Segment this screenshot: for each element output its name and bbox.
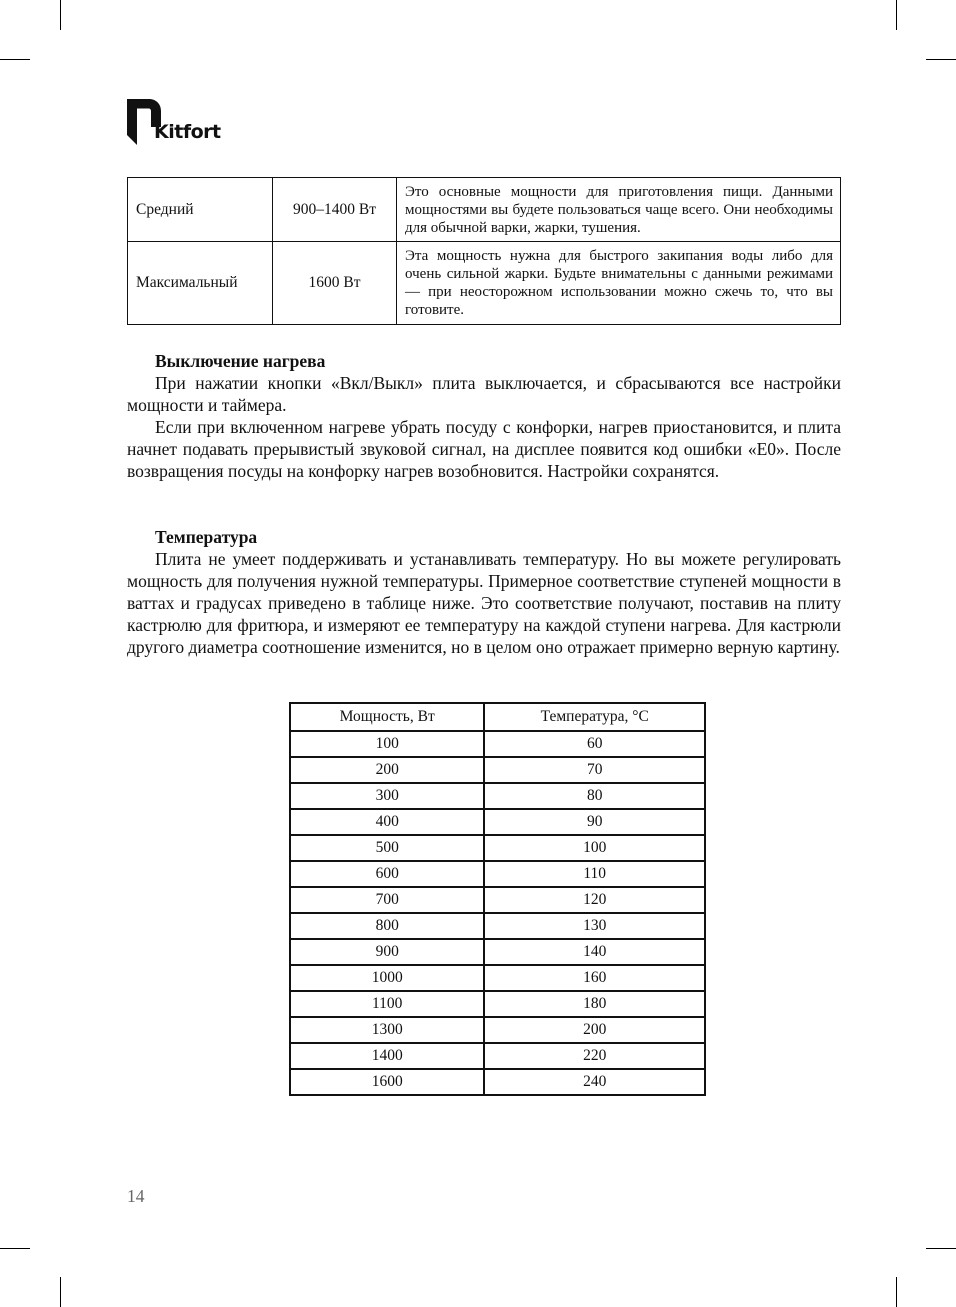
table-row [290, 835, 705, 861]
table-row [290, 1043, 705, 1069]
temperature-cell: 240 [484, 1069, 705, 1095]
section-heating-off [127, 350, 841, 482]
temperature-cell: 60 [484, 731, 705, 757]
temperature-cell: 90 [484, 809, 705, 835]
section-temperature [127, 526, 841, 658]
table-header-row [290, 703, 705, 731]
temperature-cell: 120 [484, 887, 705, 913]
watts-cell: 900–1400 Вт [273, 178, 397, 242]
crop-mark [896, 0, 897, 30]
crop-mark [60, 0, 61, 30]
temperature-cell: 220 [484, 1043, 705, 1069]
paragraph: Плита не умеет поддерживать и устанавливать температуру. Но вы можете регулировать мощность для получения нужной температуры. Примерное соответствие ступеней мощности в ваттах и градусах приведено в таблице ниже. Это соответствие получают, поставив на плиту кастрюлю для фритюра, и измеряют ее температуру на каждой ступени нагрева. Для кастрюли другого диаметра соотношение изменится, но в целом оно отражает примерно верную картину. [127, 549, 841, 657]
power-cell: 1000 [290, 965, 484, 991]
watts-cell: 1600 Вт [273, 242, 397, 325]
table-row [290, 731, 705, 757]
description-cell: Это основные мощности для приготовления пищи. Данными мощностями вы будете пользоваться чаще всего. Они необходимы для обычной варки, жарки, тушения. [397, 178, 841, 242]
table-row [290, 1069, 705, 1095]
kitfort-logo [127, 99, 267, 149]
section-heading: Выключение нагрева [155, 351, 326, 371]
table-row [290, 757, 705, 783]
table-row [290, 809, 705, 835]
temperature-cell: 200 [484, 1017, 705, 1043]
power-cell: 900 [290, 939, 484, 965]
power-cell: 300 [290, 783, 484, 809]
power-cell: 1300 [290, 1017, 484, 1043]
mode-cell: Максимальный [128, 242, 273, 325]
crop-mark [926, 1248, 956, 1249]
crop-mark [896, 1277, 897, 1307]
power-cell: 200 [290, 757, 484, 783]
power-cell: 800 [290, 913, 484, 939]
temperature-cell: 180 [484, 991, 705, 1017]
temperature-cell: 80 [484, 783, 705, 809]
paragraph: Если при включенном нагреве убрать посуду с конфорки, нагрев приостановится, и плита начнет подавать прерывистый звуковой сигнал, на дисплее появится код ошибки «E0». После возвращения посуды на конфорку нагрев возобновится. Настройки сохранятся. [127, 417, 841, 481]
crop-mark [0, 59, 30, 60]
power-cell: 500 [290, 835, 484, 861]
table-row [290, 783, 705, 809]
page-number: 14 [127, 1186, 145, 1206]
temperature-cell: 110 [484, 861, 705, 887]
section-heading: Температура [155, 527, 258, 547]
power-cell: 100 [290, 731, 484, 757]
column-header: Мощность, Вт [290, 703, 484, 731]
crop-mark [60, 1277, 61, 1307]
power-cell: 1100 [290, 991, 484, 1017]
table-row [290, 965, 705, 991]
table-row [290, 939, 705, 965]
temperature-cell: 100 [484, 835, 705, 861]
crop-mark [926, 59, 956, 60]
table-row [290, 991, 705, 1017]
temperature-cell: 160 [484, 965, 705, 991]
power-modes-table [127, 177, 841, 325]
temperature-cell: 70 [484, 757, 705, 783]
table-row [128, 178, 841, 242]
power-cell: 600 [290, 861, 484, 887]
temperature-cell: 140 [484, 939, 705, 965]
power-cell: 400 [290, 809, 484, 835]
column-header: Температура, °C [484, 703, 705, 731]
power-cell: 1600 [290, 1069, 484, 1095]
power-temperature-table [289, 702, 706, 1096]
paragraph: При нажатии кнопки «Вкл/Выкл» плита выключается, и сбрасываются все настройки мощности и таймера. [127, 373, 841, 415]
table-row [128, 242, 841, 325]
power-cell: 1400 [290, 1043, 484, 1069]
mode-cell: Средний [128, 178, 273, 242]
description-cell: Эта мощность нужна для быстрого закипания воды либо для очень сильной жарки. Будьте внимательны с данными режимами — при неосторожном использовании можно сжечь то, что вы готовите. [397, 242, 841, 325]
crop-mark [0, 1248, 30, 1249]
table-row [290, 887, 705, 913]
power-cell: 700 [290, 887, 484, 913]
table-row [290, 861, 705, 887]
logo-text: Kitfort [154, 121, 221, 143]
temperature-cell: 130 [484, 913, 705, 939]
table-row [290, 1017, 705, 1043]
table-row [290, 913, 705, 939]
